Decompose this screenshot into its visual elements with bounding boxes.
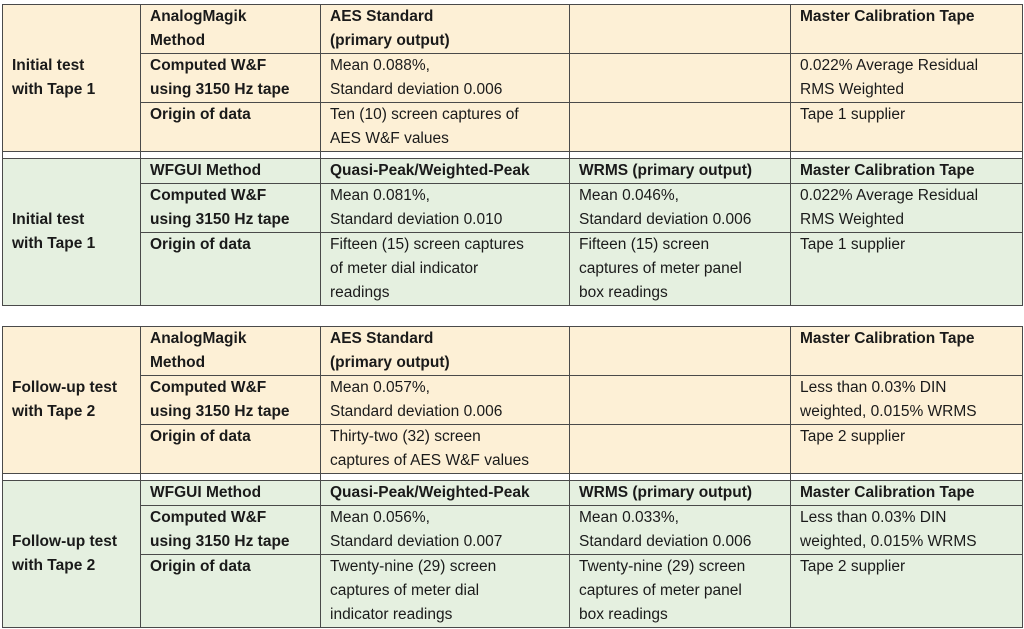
cell-computed-aes: Mean 0.057%, Standard deviation 0.006	[321, 376, 570, 425]
cell-computed-master: Less than 0.03% DIN weighted, 0.015% WRMS	[791, 376, 1023, 425]
column-header-master: Master Calibration Tape	[791, 5, 1023, 54]
method-name: AnalogMagik	[150, 8, 247, 25]
column-header-wrms: WRMS (primary output)	[570, 481, 791, 506]
header-row	[3, 327, 1023, 376]
cell-computed-wrms: Mean 0.033%, Standard deviation 0.006	[570, 506, 791, 555]
row-group-label: Initial test with Tape 1	[3, 5, 141, 152]
cell-origin-master: Tape 2 supplier	[791, 555, 1023, 628]
cell-origin-wrms: Fifteen (15) screen captures of meter panel box readings	[570, 233, 791, 306]
column-header-quasi-peak: Quasi-Peak/Weighted-Peak	[321, 481, 570, 506]
column-header-quasi-peak: Quasi-Peak/Weighted-Peak	[321, 159, 570, 184]
cell-computed-quasi-peak: Mean 0.081%, Standard deviation 0.010	[321, 184, 570, 233]
spacer-row	[3, 474, 1023, 481]
cell-origin-master: Tape 2 supplier	[791, 425, 1023, 474]
cell-empty	[570, 376, 791, 425]
table-row	[3, 233, 1023, 306]
header-row	[3, 159, 1023, 184]
table-row	[3, 376, 1023, 425]
cell-computed-wrms: Mean 0.046%, Standard deviation 0.006	[570, 184, 791, 233]
cell-computed-master: Less than 0.03% DIN weighted, 0.015% WRMS	[791, 506, 1023, 555]
table-row	[3, 184, 1023, 233]
header-row	[3, 481, 1023, 506]
row-label-origin: Origin of data	[141, 103, 321, 152]
row-label-computed: Computed W&F using 3150 Hz tape	[141, 54, 321, 103]
column-header-aes: AES Standard (primary output)	[321, 5, 570, 54]
cell-computed-aes: Mean 0.088%, Standard deviation 0.006	[321, 54, 570, 103]
column-header-empty	[570, 327, 791, 376]
method-header	[141, 5, 321, 54]
comparison-table-tape-2	[2, 326, 1023, 628]
cell-origin-wrms: Twenty-nine (29) screen captures of meter panel box readings	[570, 555, 791, 628]
row-label-computed: Computed W&F using 3150 Hz tape	[141, 184, 321, 233]
column-header-master: Master Calibration Tape	[791, 327, 1023, 376]
row-label-origin: Origin of data	[141, 425, 321, 474]
row-group-label: Initial test with Tape 1	[3, 159, 141, 306]
cell-computed-master: 0.022% Average Residual RMS Weighted	[791, 54, 1023, 103]
cell-empty	[570, 103, 791, 152]
cell-empty	[570, 425, 791, 474]
method-name: AnalogMagik	[150, 330, 247, 347]
method-header: WFGUI Method	[141, 159, 321, 184]
table-row	[3, 506, 1023, 555]
spacer-row	[3, 152, 1023, 159]
cell-origin-aes: Ten (10) screen captures of AES W&F values	[321, 103, 570, 152]
row-group-label: Follow-up test with Tape 2	[3, 327, 141, 474]
method-suffix: Method	[150, 32, 206, 49]
cell-computed-master: 0.022% Average Residual RMS Weighted	[791, 184, 1023, 233]
row-label-computed: Computed W&F using 3150 Hz tape	[141, 506, 321, 555]
method-header: WFGUI Method	[141, 481, 321, 506]
column-header-empty	[570, 5, 791, 54]
comparison-table-tape-1	[2, 4, 1023, 306]
table-row	[3, 54, 1023, 103]
column-header-master: Master Calibration Tape	[791, 481, 1023, 506]
method-header	[141, 327, 321, 376]
header-row	[3, 5, 1023, 54]
column-header-aes: AES Standard (primary output)	[321, 327, 570, 376]
cell-computed-quasi-peak: Mean 0.056%, Standard deviation 0.007	[321, 506, 570, 555]
cell-origin-master: Tape 1 supplier	[791, 233, 1023, 306]
table-row	[3, 425, 1023, 474]
column-header-master: Master Calibration Tape	[791, 159, 1023, 184]
cell-origin-aes: Thirty-two (32) screen captures of AES W&F values	[321, 425, 570, 474]
column-header-wrms: WRMS (primary output)	[570, 159, 791, 184]
cell-origin-quasi-peak: Fifteen (15) screen captures of meter dial indicator readings	[321, 233, 570, 306]
row-group-label: Follow-up test with Tape 2	[3, 481, 141, 628]
table-row	[3, 555, 1023, 628]
table-row	[3, 103, 1023, 152]
cell-origin-master: Tape 1 supplier	[791, 103, 1023, 152]
cell-empty	[570, 54, 791, 103]
method-suffix: Method	[150, 354, 206, 371]
row-label-origin: Origin of data	[141, 555, 321, 628]
cell-origin-quasi-peak: Twenty-nine (29) screen captures of meter dial indicator readings	[321, 555, 570, 628]
row-label-origin: Origin of data	[141, 233, 321, 306]
row-label-computed: Computed W&F using 3150 Hz tape	[141, 376, 321, 425]
